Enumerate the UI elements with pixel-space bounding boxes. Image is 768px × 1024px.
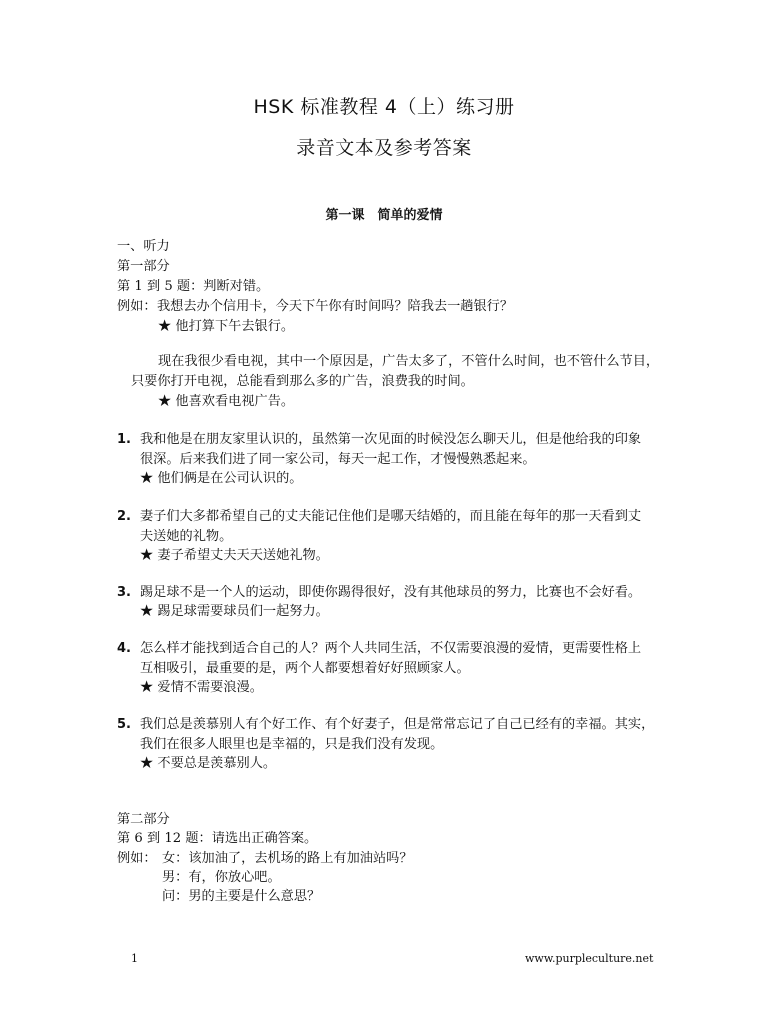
item-number: 2. [117, 509, 131, 524]
footer-website: www.purpleculture.net [525, 952, 654, 965]
item-number: 5. [117, 717, 131, 732]
part1-label: 第一部分 [117, 259, 170, 274]
item-text-line2: 夫送她的礼物。 [140, 529, 233, 544]
item-text-line2: 很深。后来我们进了同一家公司，每天一起工作，才慢慢熟悉起来。 [140, 452, 536, 467]
item-number: 1. [117, 432, 131, 447]
item-number: 4. [117, 641, 131, 656]
part2-example-label: 例如： [117, 851, 157, 866]
item-number: 3. [117, 585, 131, 600]
item-answer: ★ 不要总是羡慕别人。 [140, 756, 277, 771]
part2-label: 第二部分 [117, 812, 170, 827]
dialog-line: 男：有，你放心吧。 [162, 870, 281, 885]
item-text-line2: 我们在很多人眼里也是幸福的，只是我们没有发现。 [140, 737, 444, 752]
item-text-line1: 我们总是羡慕别人有个好工作、有个好妻子，但是常常忘记了自己已经有的幸福。其实， [140, 717, 655, 732]
item-answer: ★ 他们俩是在公司认识的。 [140, 471, 303, 486]
page-number: 1 [131, 952, 138, 965]
example2-line2: 只要你打开电视，总能看到那么多的广告，浪费我的时间。 [131, 374, 474, 389]
example1-answer: ★ 他打算下午去银行。 [158, 319, 295, 334]
dialog-line: 问：男的主要是什么意思？ [162, 889, 321, 904]
item-text-line1: 妻子们大多都希望自己的丈夫能记住他们是哪天结婚的，而且能在每年的那一天看到丈 [140, 509, 642, 524]
example2-line1: 现在我很少看电视，其中一个原因是，广告太多了，不管什么时间，也不管什么节目， [158, 354, 660, 369]
dialog-line: 女：该加油了，去机场的路上有加油站吗？ [162, 851, 413, 866]
item-answer: ★ 妻子希望丈夫天天送她礼物。 [140, 548, 329, 563]
section-heading: 一、听力 [117, 239, 170, 254]
lesson-title: 第一课 简单的爱情 [325, 208, 443, 223]
item-text-line1: 踢足球不是一个人的运动，即使你踢得很好，没有其他球员的努力，比赛也不会好看。 [140, 585, 642, 600]
part2-instruction: 第 6 到 12 题：请选出正确答案。 [117, 831, 318, 846]
item-answer: ★ 爱情不需要浪漫。 [140, 680, 263, 695]
document-title: HSK 标准教程 4（上）练习册 [253, 96, 515, 118]
item-answer: ★ 踢足球需要球员们一起努力。 [140, 604, 329, 619]
part1-instruction: 第 1 到 5 题：判断对错。 [117, 279, 270, 294]
item-text-line2: 互相吸引，最重要的是，两个人都要想着好好照顾家人。 [140, 661, 470, 676]
item-text-line1: 怎么样才能找到适合自己的人？两个人共同生活，不仅需要浪漫的爱情，更需要性格上 [140, 641, 642, 656]
example2-answer: ★ 他喜欢看电视广告。 [158, 394, 295, 409]
example1-text: 我想去办个信用卡，今天下午你有时间吗？陪我去一趟银行？ [157, 299, 514, 314]
example-label: 例如： [117, 299, 157, 314]
document-subtitle: 录音文本及参考答案 [296, 137, 472, 159]
item-text-line1: 我和他是在朋友家里认识的，虽然第一次见面的时候没怎么聊天儿，但是他给我的印象 [140, 432, 642, 447]
